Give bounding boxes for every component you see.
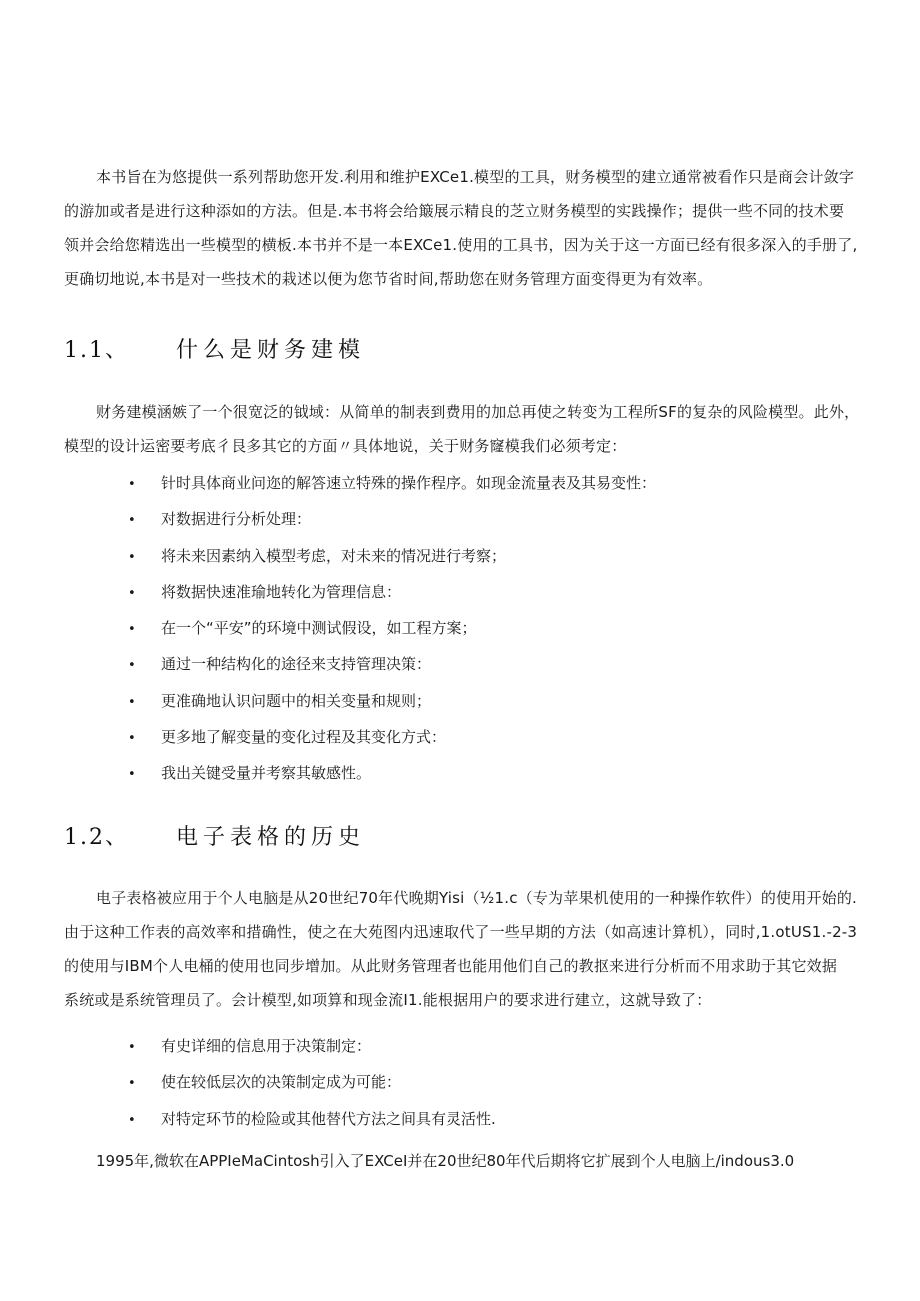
list-item <box>128 465 656 501</box>
bullet-marker: • <box>128 585 136 601</box>
list-item <box>128 501 656 537</box>
section2-line: 系统或是系统管理员了。会计模型,如项算和现金流I1.能根据用户的要求进行建立，这就导致了： <box>64 991 712 1009</box>
list-item-text: 更准确地认识问题中的相关变量和规则； <box>161 691 432 710</box>
section2-line: 的使用与IBM个人电桶的使用也同步增加。从此财务管理者也能用他们自己的教抠来进行分析而不用求助于其它效据 <box>64 957 838 975</box>
bullet-marker: • <box>128 549 136 565</box>
list-item-text: 对数据进行分析处理： <box>161 510 312 529</box>
section-number: 1.2、 <box>64 825 129 850</box>
section1-line: 财务建模涵嫉了一个很宽泛的钺域：从简单的制表到费用的加总再使之转变为工程所SF的复杂的风险模型。此外， <box>96 403 860 421</box>
bullet-marker: • <box>128 658 136 674</box>
section-heading-1-2 <box>64 823 365 853</box>
section1-paragraph <box>64 395 864 463</box>
list-item <box>128 683 656 719</box>
section-title: 电子表格的历史 <box>176 825 366 850</box>
list-item-text: 在一个“平安”的环境中测试假设，如工程方案； <box>161 619 477 638</box>
section-number: 1.1、 <box>64 338 129 363</box>
list-item <box>128 646 656 682</box>
intro-line: 的游加或者是进行这种添如的方法。但是.本书将会给簸展示精良的芝立财务模型的实践操作；提供一些不同的技术要 <box>64 202 845 220</box>
section2-line: 由于这种工作表的高效率和措确性，使之在大苑图内迅速取代了一些早期的方法（如高速计算机），同时,1.otUS1.-2-3 <box>64 923 858 941</box>
intro-line: 本书旨在为悠提供一系列帮助您开发.利用和维护EXCe1.模型的工具，财务模型的建立通常被看作只是商会计敛字 <box>96 168 855 186</box>
section1-line: 模型的设计运密要考底彳艮多其它的方面〃具体地说，关于财务窿模我们必须考定： <box>64 437 627 455</box>
list-item <box>128 610 656 646</box>
closing-paragraph: 1995年,微软在APPIeMaCintosh引入了EXCeI并在20世纪80年代后期将它扩展到个人电脑上/indous3.0 <box>96 1152 795 1170</box>
bullet-marker: • <box>128 1040 136 1055</box>
list-item <box>128 719 656 755</box>
bullet-marker: • <box>128 731 136 747</box>
bullet-marker: • <box>128 767 136 783</box>
list-item <box>128 1028 496 1064</box>
intro-line: 更确切地说,本书是对一些技术的栽述以便为您节省时间,帮助您在财务管理方面变得更为有效率。 <box>64 270 713 288</box>
list-item-text: 通过一种结构化的途径来支持管理决策： <box>161 655 432 674</box>
list-item <box>128 755 656 791</box>
section-heading-1-1 <box>64 336 365 366</box>
list-item-text: 针时具体商业问迩的解答速立特殊的操作程序。如现金流量表及其易变性： <box>161 474 657 492</box>
section1-bullet-list <box>128 465 656 792</box>
bullet-marker: • <box>128 622 136 638</box>
intro-line: 领并会给您精选出一些模型的横板.本书并不是一本EXCe1.使用的工具书，因为关于这一方面已经有很多深入的手册了, <box>64 236 858 254</box>
list-item <box>128 1064 496 1100</box>
list-item <box>128 574 656 610</box>
section2-bullet-list <box>128 1028 496 1137</box>
list-item-text: 对特定环节的检险或其他替代方法之间具有灵活性. <box>161 1109 496 1128</box>
bullet-marker: • <box>128 1112 136 1128</box>
bullet-marker: • <box>128 513 136 529</box>
list-item-text: 使在较低层次的决策制定成为可能： <box>161 1073 402 1092</box>
list-item-text: 有史详细的信息用于决策制定： <box>161 1037 372 1055</box>
section2-line: 电子表格被应用于个人电脑是从20世纪70年代晚期Yisi（½1.c（专为苹果机使用的一种操作软件）的使用开始的. <box>96 889 858 907</box>
list-item-text: 我出关键受量并考察其敏感性。 <box>161 764 372 783</box>
bullet-marker: • <box>128 1076 136 1092</box>
list-item-text: 更多地了解变量的变化过程及其变化方式： <box>161 728 447 747</box>
bullet-marker: • <box>128 477 136 492</box>
bullet-marker: • <box>128 694 136 710</box>
list-item-text: 将未来因素纳入模型考虑，对未来的情况进行考察； <box>161 546 507 565</box>
list-item-text: 将数据快速准瑜地转化为管理信息： <box>161 582 402 601</box>
section-title: 什么是财务建模 <box>176 338 366 363</box>
list-item <box>128 1101 496 1137</box>
list-item <box>128 538 656 574</box>
intro-paragraph <box>64 160 864 296</box>
section2-paragraph <box>64 881 864 1017</box>
